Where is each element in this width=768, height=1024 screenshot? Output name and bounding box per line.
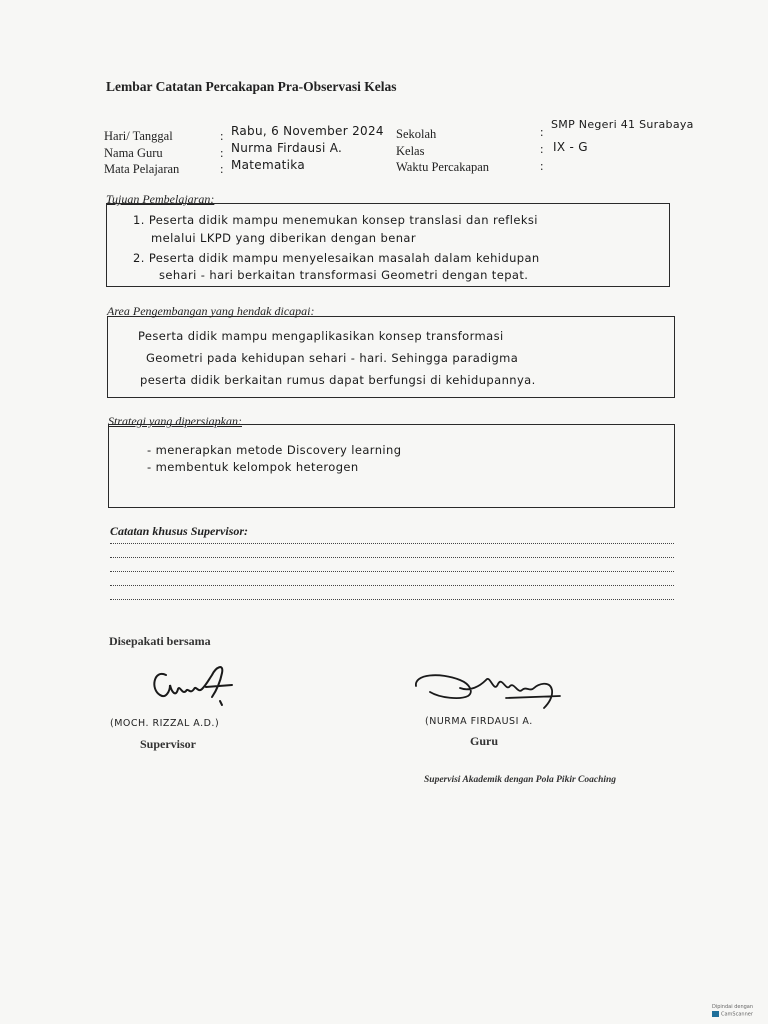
teacher-name: (NURMA FIRDAUSI A. xyxy=(425,716,533,727)
agreed-together-label: Disepakati bersama xyxy=(109,634,211,648)
footer-caption: Supervisi Akademik dengan Pola Pikir Coaching xyxy=(424,775,617,785)
supervisor-notes-title: Catatan khusus Supervisor: xyxy=(110,524,249,538)
development-area-title: Area Pengembangan yang hendak dicapai: xyxy=(107,304,315,318)
class-value: IX - G xyxy=(553,140,588,154)
document-title: Lembar Catatan Percakapan Pra-Observasi Kelas xyxy=(106,79,397,94)
day-date-value: Rabu, 6 November 2024 xyxy=(231,124,384,138)
subject-label: Mata Pelajaran xyxy=(104,162,180,176)
talk-time-label: Waktu Percakapan xyxy=(396,160,490,174)
learning-goals-line: sehari - hari berkaitan transformasi Geometri dengan tepat. xyxy=(159,268,529,282)
scanner-brand xyxy=(712,1011,762,1019)
school-colon: : xyxy=(540,125,544,139)
supervisor-signature xyxy=(146,655,236,715)
school-value: SMP Negeri 41 Surabaya xyxy=(551,118,694,131)
notes-dotted-line xyxy=(110,599,674,600)
learning-goals-line: 2. Peserta didik mampu menyelesaikan masalah dalam kehidupan xyxy=(133,251,540,265)
class-label: Kelas xyxy=(396,144,425,158)
teacher-signature xyxy=(410,664,570,714)
strategy-line: - membentuk kelompok heterogen xyxy=(147,460,359,474)
teacher-name-colon: : xyxy=(220,146,224,160)
class-colon: : xyxy=(540,142,544,156)
subject-colon: : xyxy=(220,162,224,176)
talk-time-colon: : xyxy=(540,159,544,173)
development-area-line: Peserta didik mampu mengaplikasikan konsep transformasi xyxy=(138,329,504,343)
learning-goals-box xyxy=(106,203,670,287)
day-date-label: Hari/ Tanggal xyxy=(104,129,173,143)
development-area-box xyxy=(107,316,675,398)
learning-goals-title: Tujuan Pembelajaran: xyxy=(106,192,215,206)
strategy-box xyxy=(108,424,675,508)
supervisor-name: (MOCH. RIZZAL A.D.) xyxy=(110,718,220,729)
teacher-name-label: Nama Guru xyxy=(104,146,163,160)
subject-value: Matematika xyxy=(231,158,305,172)
notes-dotted-line xyxy=(110,557,674,558)
notes-dotted-line xyxy=(110,571,674,572)
learning-goals-line: 1. Peserta didik mampu menemukan konsep translasi dan refleksi xyxy=(133,213,538,227)
notes-dotted-line xyxy=(110,585,674,586)
development-area-line: peserta didik berkaitan rumus dapat berfungsi di kehidupannya. xyxy=(140,373,536,387)
school-label: Sekolah xyxy=(396,127,437,141)
camscanner-logo-icon xyxy=(712,1011,719,1017)
strategy-line: - menerapkan metode Discovery learning xyxy=(147,443,402,457)
scanner-line: Dipindai dengan xyxy=(712,1004,754,1010)
strategy-title: Strategi yang dipersiapkan: xyxy=(108,414,242,428)
day-date-colon: : xyxy=(220,129,224,143)
teacher-role: Guru xyxy=(470,734,499,748)
scanner-brand-text: CamScanner xyxy=(721,1011,753,1018)
notes-dotted-line xyxy=(110,543,674,544)
supervisor-role: Supervisor xyxy=(140,737,197,751)
teacher-name-value: Nurma Firdausi A. xyxy=(231,141,343,155)
development-area-line: Geometri pada kehidupan sehari - hari. Sehingga paradigma xyxy=(146,351,519,365)
learning-goals-line: melalui LKPD yang diberikan dengan benar xyxy=(151,231,416,245)
scanner-watermark xyxy=(712,1004,762,1019)
